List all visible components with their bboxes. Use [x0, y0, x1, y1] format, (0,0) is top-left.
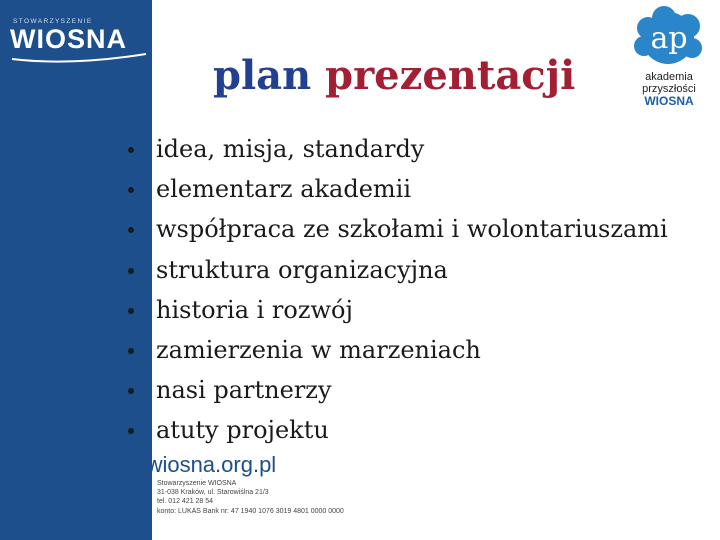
list-item-text: historia i rozwój [156, 295, 353, 324]
address-line: tel. 012 421 28 54 [157, 498, 214, 506]
address-line: 31-038 Kraków, ul. Starowiślna 21/3 [157, 489, 269, 497]
akademia-logo [624, 6, 714, 114]
list-item-text: zamierzenia w marzeniach [156, 335, 481, 364]
title-word-plan: plan [213, 52, 312, 99]
list-item-text: elementarz akademii [156, 175, 412, 204]
address-line: konto: LUKAS Bank nr: 47 1940 1076 3019 4801 0000 0000 [157, 507, 344, 515]
list-item-text: atuty projektu [156, 416, 329, 445]
bullet-icon [128, 147, 134, 153]
contact-address [157, 479, 344, 516]
list-item-text: idea, misja, standardy [156, 135, 425, 163]
logo-org-name: WIOSNA [10, 24, 127, 54]
wiosna-logo [10, 18, 148, 62]
logo-org-small: STOWARZYSZENIE [13, 18, 93, 25]
website-link[interactable] [94, 452, 276, 478]
ap-mark-icon [624, 6, 714, 68]
address-line: Stowarzyszenie WIOSNA [157, 480, 237, 487]
list-item-text: nasi partnerzy [156, 376, 332, 405]
ap-line-3: WIOSNA [644, 94, 694, 108]
ap-line-1: akademia [645, 71, 693, 83]
ap-mark-text: ap [650, 21, 688, 56]
bullet-icon [128, 348, 134, 354]
list-item-text: współpraca ze szkołami i wolontariuszami [156, 215, 668, 244]
page-title [213, 52, 575, 99]
bullet-icon [128, 308, 134, 314]
title-word-prezentacji: prezentacji [325, 52, 576, 99]
website-domain: wiosna.org.pl [146, 452, 277, 477]
logo-swoosh-icon [10, 52, 148, 64]
ap-line-2: przyszłości [642, 83, 696, 95]
list-item-text: struktura organizacyjna [156, 255, 448, 284]
bullet-icon [128, 268, 134, 274]
website-prefix: www. [94, 452, 147, 477]
